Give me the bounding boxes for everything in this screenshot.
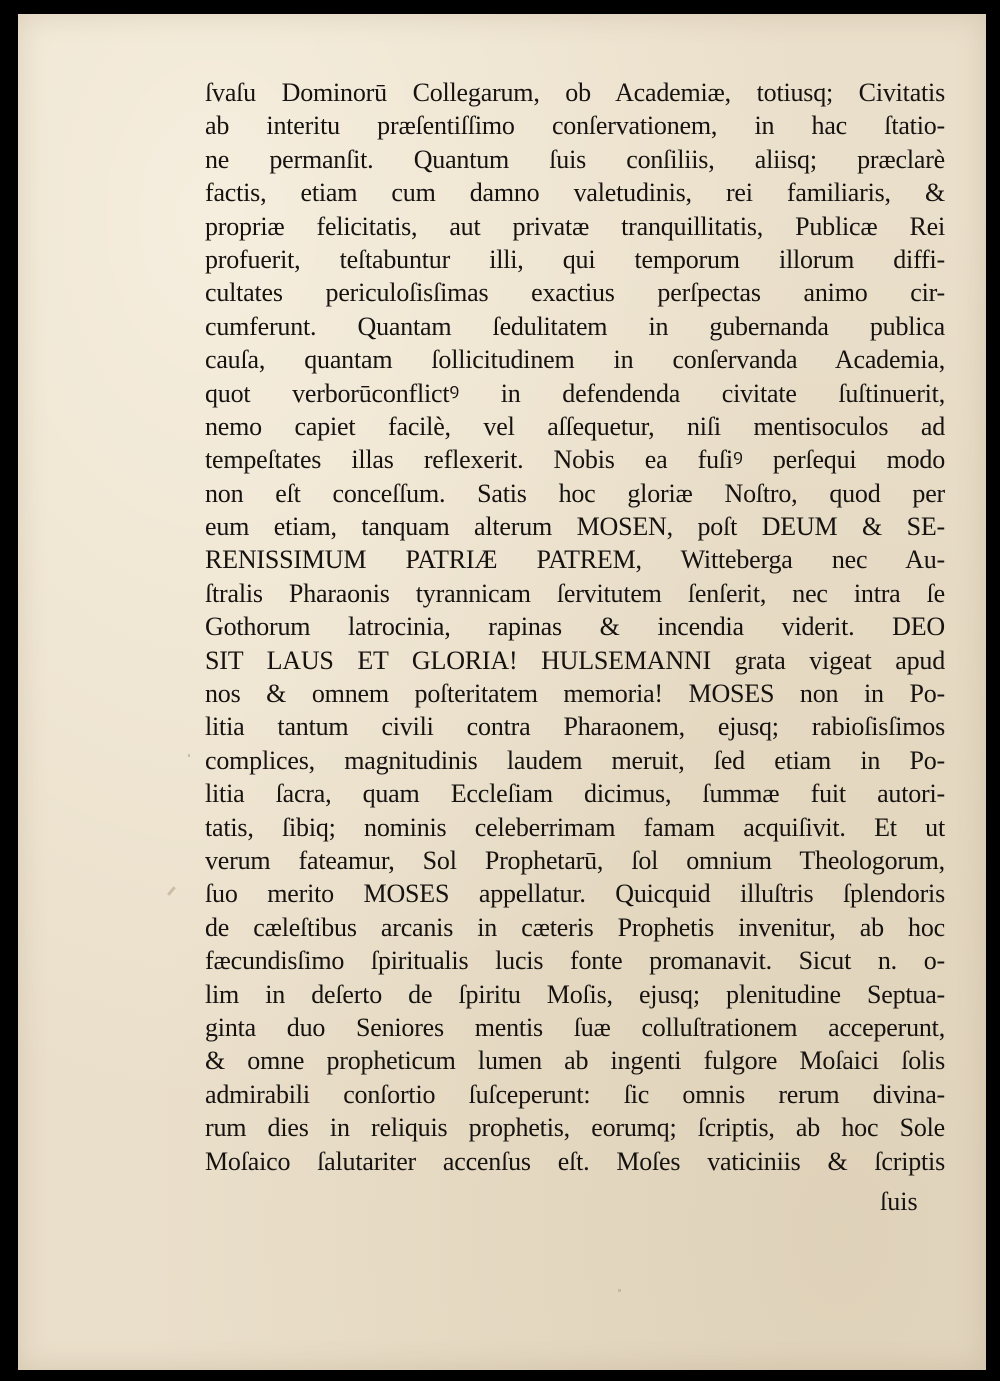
text-line: ſvaſu Dominorū Collegarum, ob Academiæ, totiusq; Civitatis (205, 78, 945, 107)
text-line: eum etiam, tanquam alterum MOSEN, poſt DEUM & SE- (205, 512, 945, 542)
catchword: ſuis (880, 1187, 918, 1216)
text-line: fæcundisſimo ſpiritualis lucis fonte promanavit. Sicut n. o- (205, 946, 945, 976)
text-line: cultates periculoſisſimas exactius perſpectas animo cir- (205, 278, 945, 308)
text-line: verum fateamur, Sol Prophetarū, ſol omnium Theologorum, (205, 845, 945, 875)
paper-fleck (188, 754, 190, 757)
text-line: propriæ felicitatis, aut privatæ tranquillitatis, Publicæ Rei (205, 211, 945, 241)
text-line: Moſaico ſalutariter accenſus eſt. Moſes vaticiniis & ſcriptis (205, 1146, 945, 1176)
text-line: litia ſacra, quam Eccleſiam dicimus, ſummæ fuit autori- (205, 779, 945, 809)
text-line: ginta duo Seniores mentis ſuæ colluſtrationem acceperunt, (205, 1012, 945, 1042)
text-line: nos & omnem poſteritatem memoria! MOSES non in Po- (205, 679, 945, 709)
text-line: tatis, ſibiq; nominis celeberrimam famam acquiſivit. Et ut (205, 812, 945, 842)
text-line: de cæleſtibus arcanis in cæteris Prophetis invenitur, ab hoc (205, 912, 945, 942)
text-line: RENISSIMUM PATRIÆ PATREM, Witteberga nec Au- (205, 545, 945, 575)
text-line: cumferunt. Quantam ſedulitatem in gubernanda publica (205, 311, 945, 341)
text-line: ſuo merito MOSES appellatur. Quicquid illuſtris ſplendoris (205, 879, 945, 909)
body-text (205, 76, 945, 1178)
text-line: admirabili conſortio ſuſceperunt: ſic omnis rerum divina- (205, 1079, 945, 1109)
text-line: & omne propheticum lumen ab ingenti fulgore Moſaici ſolis (205, 1046, 945, 1076)
text-line: Gothorum latrocinia, rapinas & incendia viderit. DEO (205, 612, 945, 642)
text-line: ne permanſit. Quantum ſuis conſiliis, aliisq; præclarè (205, 144, 945, 174)
text-line: nemo capiet facilè, vel aſſequetur, niſi mentisoculos ad (205, 411, 945, 441)
paper-fleck (167, 886, 176, 896)
text-line: cauſa, quantam ſollicitudinem in conſervanda Academia, (205, 345, 945, 375)
text-line: complices, magnitudinis laudem meruit, ſed etiam in Po- (205, 745, 945, 775)
text-line: factis, etiam cum damno valetudinis, rei familiaris, & (205, 178, 945, 208)
text-line: lim in deſerto de ſpiritu Moſis, ejusq; plenitudine Septua- (205, 979, 945, 1009)
text-line: quot verborūconflictꝰ in defendenda civitate ſuſtinuerit, (205, 378, 945, 408)
text-line: litia tantum civili contra Pharaonem, ejusq; rabioſisſimos (205, 712, 945, 742)
text-line: profuerit, teſtabuntur illi, qui temporum illorum diffi- (205, 244, 945, 274)
text-line: rum dies in reliquis prophetis, eorumq; ſcriptis, ab hoc Sole (205, 1113, 945, 1143)
text-line: ſtralis Pharaonis tyrannicam ſervitutem ſenſerit, nec intra ſe (205, 578, 945, 608)
text-line: ab interitu præſentiſſimo conſervationem, in hac ſtatio- (205, 111, 945, 141)
text-line: non eſt conceſſum. Satis hoc gloriæ Noſtro, quod per (205, 478, 945, 508)
text-line: SIT LAUS ET GLORIA! HULSEMANNI grata vigeat apud (205, 645, 945, 675)
text-line: tempeſtates illas reflexerit. Nobis ea fuſiꝰ perſequi modo (205, 445, 945, 475)
paper-fleck (618, 1289, 621, 1292)
